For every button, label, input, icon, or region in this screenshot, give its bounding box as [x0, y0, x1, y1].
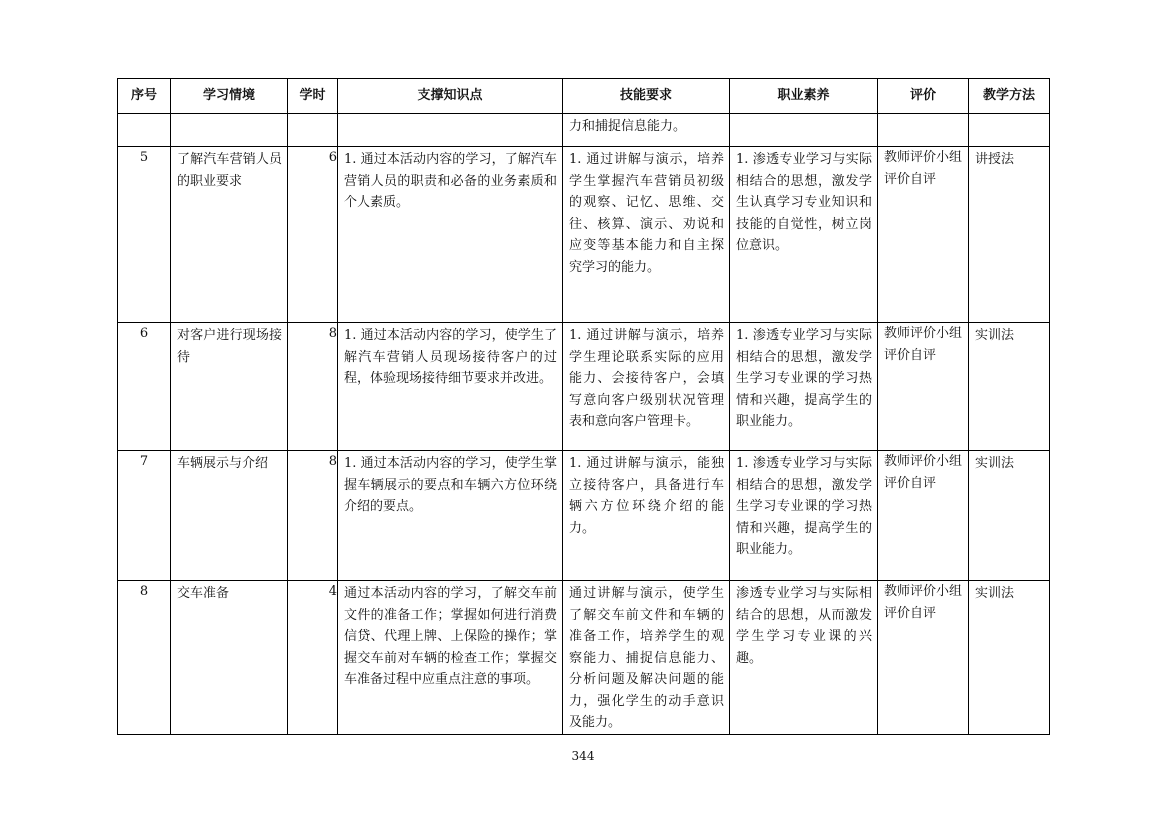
hours-cell	[288, 323, 338, 451]
method-cell	[969, 147, 1050, 323]
evaluation-text: 教师评价小组评价自评	[884, 326, 963, 363]
literacy-cell	[730, 581, 878, 735]
header-literacy: 职业素养	[730, 79, 878, 114]
literacy-cell	[730, 114, 878, 147]
hours-cell	[288, 147, 338, 323]
table-row	[118, 451, 1050, 581]
evaluation-cell	[878, 581, 969, 735]
evaluation-text: 教师评价小组评价自评	[884, 454, 963, 491]
knowledge-cell	[338, 451, 563, 581]
page-number: 344	[571, 749, 595, 763]
knowledge-cell	[338, 114, 563, 147]
skills-text: 力和捕捉信息能力。	[569, 119, 687, 134]
situation-cell	[171, 323, 288, 451]
situation-text: 车辆展示与介绍	[177, 456, 269, 471]
knowledge-text: 1. 通过本活动内容的学习，使学生掌握车辆展示的要点和车辆六方位环绕介绍的要点。	[344, 456, 557, 514]
seq-text: 6	[139, 326, 149, 341]
header-evaluation: 评价	[878, 79, 969, 114]
evaluation-cell	[878, 147, 969, 323]
curriculum-table	[117, 78, 1050, 735]
seq-text: 7	[139, 454, 149, 469]
literacy-text: 渗透专业学习与实际相结合的思想，从而激发学生学习专业课的兴趣。	[736, 586, 872, 666]
situation-text: 了解汽车营销人员的职业要求	[177, 152, 282, 189]
header-knowledge: 支撑知识点	[338, 79, 563, 114]
skills-cell	[563, 451, 730, 581]
method-text: 实训法	[975, 456, 1015, 471]
header-seq: 序号	[118, 79, 171, 114]
header-hours: 学时	[288, 79, 338, 114]
seq-text: 5	[139, 150, 149, 165]
literacy-cell	[730, 323, 878, 451]
seq-cell	[118, 451, 171, 581]
evaluation-cell	[878, 451, 969, 581]
literacy-cell	[730, 147, 878, 323]
seq-text: 8	[139, 584, 149, 599]
evaluation-cell	[878, 323, 969, 451]
hours-cell	[288, 451, 338, 581]
knowledge-text: 通过本活动内容的学习，了解交车前文件的准备工作；掌握如何进行消费信贷、代理上牌、上保险的操作；掌握交车前对车辆的检查工作；掌握交车准备过程中应重点注意的事项。	[344, 586, 557, 687]
situation-text: 交车准备	[177, 586, 230, 601]
hours-text: 8	[328, 454, 337, 469]
skills-cell	[563, 323, 730, 451]
table-row	[118, 147, 1050, 323]
evaluation-text: 教师评价小组评价自评	[884, 584, 963, 621]
situation-text	[171, 114, 287, 116]
hours-cell	[288, 581, 338, 735]
seq-cell	[118, 581, 171, 735]
header-skills: 技能要求	[563, 79, 730, 114]
seq-cell	[118, 114, 171, 147]
table-row-continuation	[118, 114, 1050, 147]
situation-cell	[171, 581, 288, 735]
literacy-text	[730, 114, 877, 116]
header-situation: 学习情境	[171, 79, 288, 114]
header-method: 教学方法	[969, 79, 1050, 114]
table-header-row	[118, 79, 1050, 114]
knowledge-text	[338, 114, 562, 116]
literacy-text: 1. 渗透专业学习与实际相结合的思想，激发学生认真学习专业知识和技能的自觉性，树立岗位意识。	[736, 152, 872, 253]
method-cell	[969, 323, 1050, 451]
seq-text	[118, 114, 170, 116]
seq-cell	[118, 323, 171, 451]
literacy-cell	[730, 451, 878, 581]
skills-cell	[563, 147, 730, 323]
hours-text: 4	[328, 584, 337, 599]
literacy-text: 1. 渗透专业学习与实际相结合的思想，激发学生学习专业课的学习热情和兴趣，提高学生的职业能力。	[736, 328, 872, 429]
situation-cell	[171, 114, 288, 147]
evaluation-text: 教师评价小组评价自评	[884, 150, 963, 187]
method-cell	[969, 581, 1050, 735]
literacy-text: 1. 渗透专业学习与实际相结合的思想，激发学生学习专业课的学习热情和兴趣，提高学生的职业能力。	[736, 456, 872, 557]
skills-text: 1. 通过讲解与演示，培养学生理论联系实际的应用能力、会接待客户，会填写意向客户级别状况管理表和意向客户管理卡。	[569, 328, 724, 429]
knowledge-text: 1. 通过本活动内容的学习，了解汽车营销人员的职责和必备的业务素质和个人素质。	[344, 152, 557, 210]
knowledge-text: 1. 通过本活动内容的学习，使学生了解汽车营销人员现场接待客户的过程，体验现场接待细节要求并改进。	[344, 328, 557, 386]
situation-text: 对客户进行现场接待	[177, 328, 282, 365]
method-cell	[969, 114, 1050, 147]
knowledge-cell	[338, 323, 563, 451]
skills-cell	[563, 581, 730, 735]
method-text: 实训法	[975, 586, 1015, 601]
hours-text: 6	[328, 150, 337, 165]
skills-cell	[563, 114, 730, 147]
skills-text: 1. 通过讲解与演示，培养学生掌握汽车营销员初级的观察、记忆、思维、交往、核算、演示、劝说和应变等基本能力和自主探究学习的能力。	[569, 152, 724, 275]
knowledge-cell	[338, 581, 563, 735]
method-text: 实训法	[975, 328, 1015, 343]
skills-text: 1. 通过讲解与演示，能独立接待客户，具备进行车辆六方位环绕介绍的能力。	[569, 456, 724, 536]
skills-text: 通过讲解与演示，使学生了解交车前文件和车辆的准备工作，培养学生的观察能力、捕捉信息能力、分析问题及解决问题的能力，强化学生的动手意识及能力。	[569, 586, 724, 730]
situation-cell	[171, 147, 288, 323]
evaluation-cell	[878, 114, 969, 147]
knowledge-cell	[338, 147, 563, 323]
method-text: 讲授法	[975, 152, 1015, 167]
seq-cell	[118, 147, 171, 323]
table-row	[118, 581, 1050, 735]
method-text	[969, 114, 1049, 116]
hours-text: 8	[328, 326, 337, 341]
situation-cell	[171, 451, 288, 581]
table-row	[118, 323, 1050, 451]
method-cell	[969, 451, 1050, 581]
hours-cell	[288, 114, 338, 147]
